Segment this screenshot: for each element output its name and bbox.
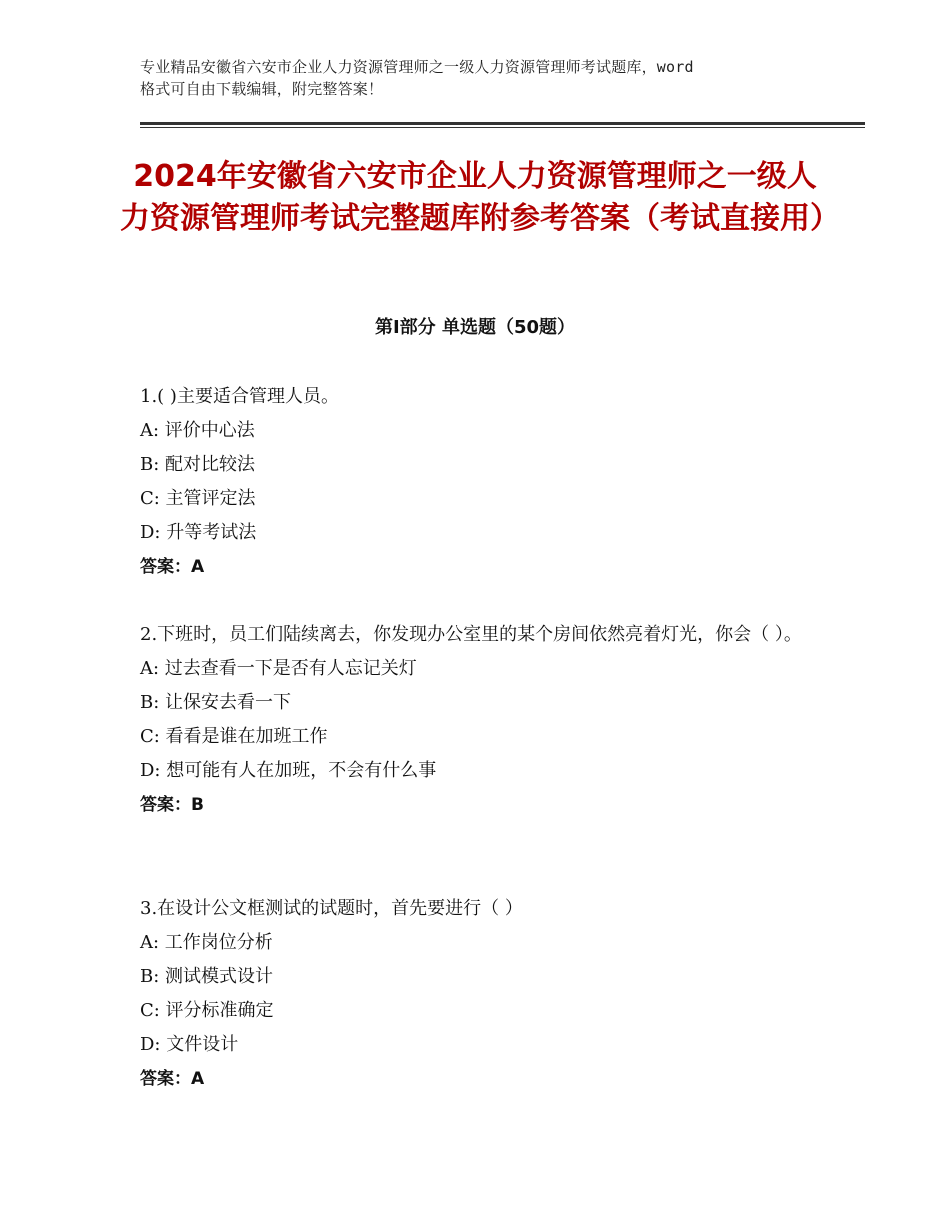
option-c: C: 主管评定法 [140, 488, 256, 509]
header-divider-thick [140, 122, 865, 125]
option-c: C: 评分标准确定 [140, 1000, 274, 1021]
question-1 [140, 380, 810, 584]
question-stem: 1.( )主要适合管理人员。 [140, 386, 339, 407]
header-divider-thin [140, 127, 865, 128]
question-stem: 3.在设计公文框测试的试题时，首先要进行（ ） [140, 898, 523, 919]
answer: 答案：A [140, 1069, 205, 1089]
option-c: C: 看看是谁在加班工作 [140, 726, 328, 747]
option-d: D: 文件设计 [140, 1034, 239, 1055]
answer: 答案：A [140, 557, 205, 577]
option-a: A: 评价中心法 [140, 420, 255, 441]
option-b: B: 让保安去看一下 [140, 692, 292, 713]
header-note [140, 56, 830, 100]
option-d: D: 想可能有人在加班，不会有什么事 [140, 760, 437, 781]
question-3 [140, 892, 810, 1096]
option-a: A: 过去查看一下是否有人忘记关灯 [140, 658, 417, 679]
option-a: A: 工作岗位分析 [140, 932, 273, 953]
question-stem: 2.下班时，员工们陆续离去，你发现办公室里的某个房间依然亮着灯光，你会（ ）。 [140, 624, 802, 645]
header-note-line-1: 专业精品安徽省六安市企业人力资源管理师之一级人力资源管理师考试题库，word [140, 58, 694, 76]
option-b: B: 配对比较法 [140, 454, 256, 475]
option-b: B: 测试模式设计 [140, 966, 274, 987]
option-d: D: 升等考试法 [140, 522, 257, 543]
answer: 答案：B [140, 795, 204, 815]
document-title: 2024年安徽省六安市企业人力资源管理师之一级人力资源管理师考试完整题库附参考答案（考试直接用） [120, 159, 840, 236]
header-note-line-2: 格式可自由下载编辑，附完整答案！ [140, 80, 384, 98]
section-title: 第Ⅰ部分 单选题（50题） [374, 317, 575, 338]
question-2 [140, 618, 810, 822]
